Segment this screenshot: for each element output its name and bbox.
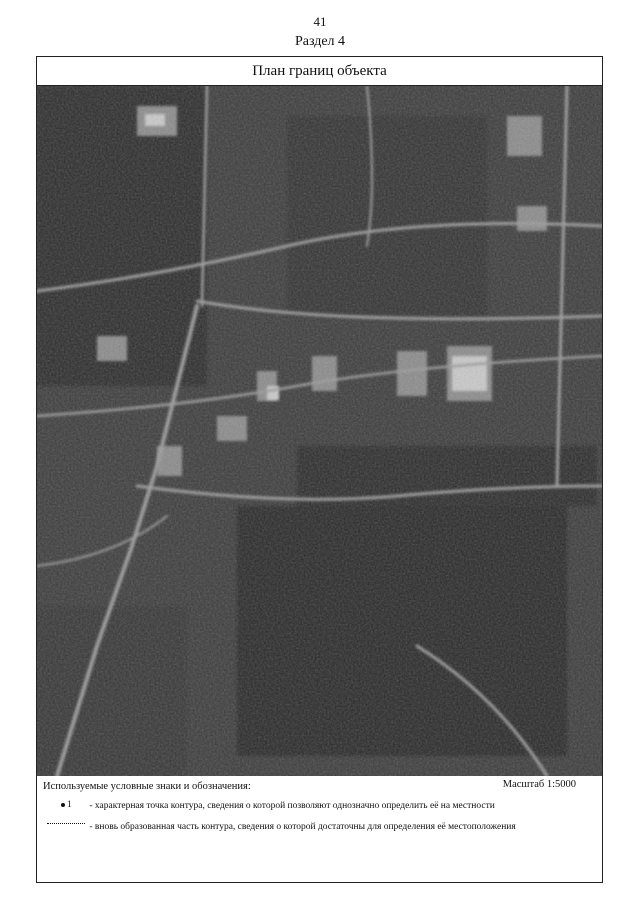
aerial-map-image (37, 86, 602, 776)
legend-symbol (47, 821, 87, 831)
point-dot-icon (61, 803, 65, 807)
legend-item-point (47, 800, 592, 812)
plan-title: План границ объекта (37, 57, 602, 86)
map-scale: Масштаб 1:5000 (502, 779, 576, 790)
aerial-map (37, 86, 602, 776)
legend-item-text: - вновь образованная часть контура, сведения о которой достаточны для определения её местоположения (89, 822, 516, 832)
legend-symbol (47, 800, 87, 810)
section-title: Раздел 4 (294, 34, 346, 49)
legend-item-new-contour (47, 821, 592, 833)
dotted-line-icon (47, 823, 85, 824)
legend-item-text: - характерная точка контура, сведения о которой позволяют однозначно определить её на местности (89, 801, 495, 811)
point-number: 1 (67, 800, 72, 810)
plan-frame (36, 56, 603, 883)
legend-heading: Используемые условные знаки и обозначения: (43, 781, 251, 792)
page-number: 41 (313, 14, 327, 29)
